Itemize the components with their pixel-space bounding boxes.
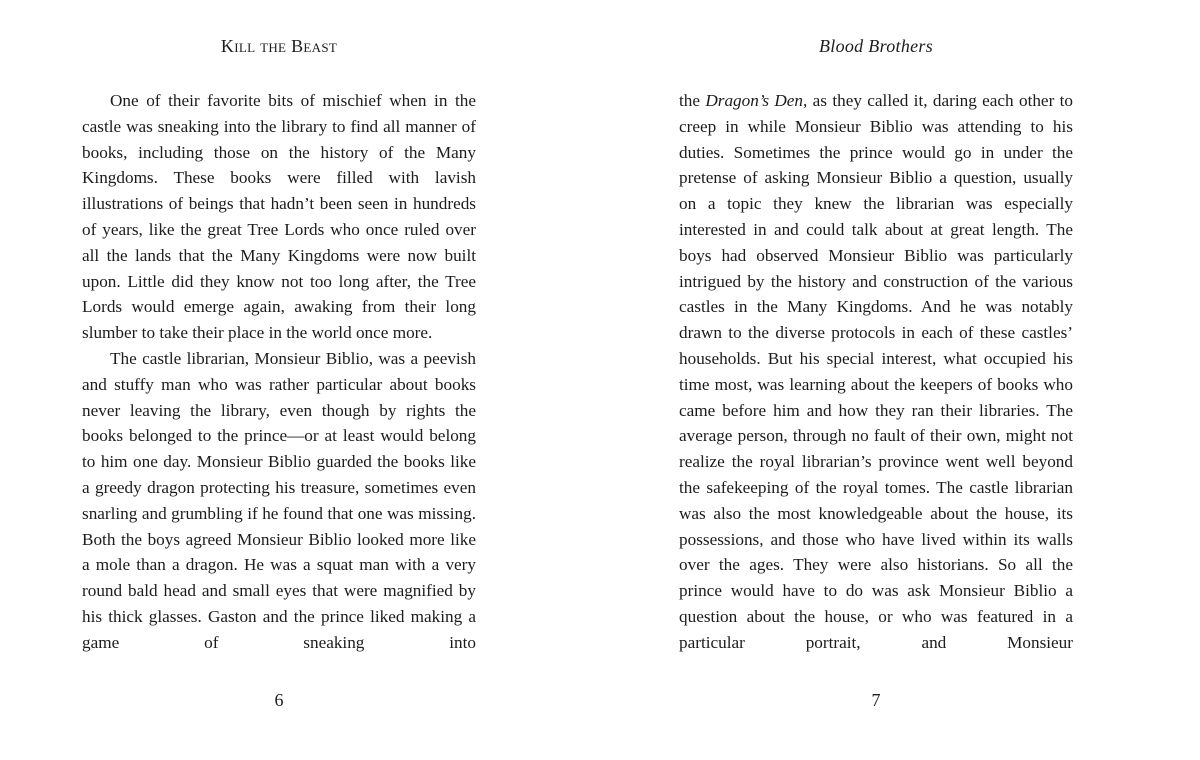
right-body-text [679, 88, 1073, 656]
text-run: the [679, 91, 706, 110]
page-number: 6 [274, 690, 284, 710]
paragraph: The castle librarian, Monsieur Biblio, was a peevish and stuffy man who was rather particular about books never leaving the library, even though by rights the books belonged to the prince—or at least would belong to him one day. Monsieur Biblio guarded the books like a greedy dragon protecting his treasure, sometimes even snarling and grumbling if he found that one was missing. Both the boys agreed Monsieur Biblio looked more like a mole than a dragon. He was a squat man with a very round bald head and small eyes that were magnified by his thick glasses. Gaston and the prince liked making a game of sneaking into [82, 348, 476, 652]
right-page [679, 0, 1073, 760]
page-number: 7 [871, 690, 881, 710]
paragraph: One of their favorite bits of mischief when in the castle was sneaking into the library to find all manner of books, including those on the history of the Many Kingdoms. These books were filled with lavish illustrations of beings that hadn’t been seen in hundreds of years, like the great Tree Lords who once ruled over all the lands that the Many Kingdoms were now built upon. Little did they know not too long after, the Tree Lords would emerge again, awaking from their long slumber to take their place in the world once more. [82, 91, 476, 343]
right-running-head: Blood Brothers [818, 36, 934, 56]
left-body-text [82, 88, 476, 656]
left-page [82, 0, 476, 760]
left-running-head: Kill the Beast [220, 36, 338, 56]
paragraph-continuation [679, 88, 1073, 656]
text-run: , as they called it, daring each other to creep in while Monsieur Biblio was attending to his duties. Sometimes the prince would go in under the pretense of asking Monsieur Biblio a question, usually on a topic they knew the librarian was especially interested in and could talk about at great length. The boys had observed Monsieur Biblio was particularly intrigued by the history and construction of the various castles in the Many Kingdoms. And he was notably drawn to the diverse protocols in each of these castles’ households. But his special interest, what occupied his time most, was learning about the keepers of books who came before him and how they ran their libraries. The average person, through no fault of their own, might not realize the royal librarian’s province went well beyond the safekeeping of the royal tomes. The castle librarian was also the most knowledgeable about the house, its possessions, and those who have lived within its walls over the ages. They were also historians. So all the prince would have to do was ask Monsieur Biblio a question about the house, or who was featured in a particular portrait, and Monsieur [679, 91, 1074, 652]
italic-title: Dragon’s Den [705, 91, 804, 110]
